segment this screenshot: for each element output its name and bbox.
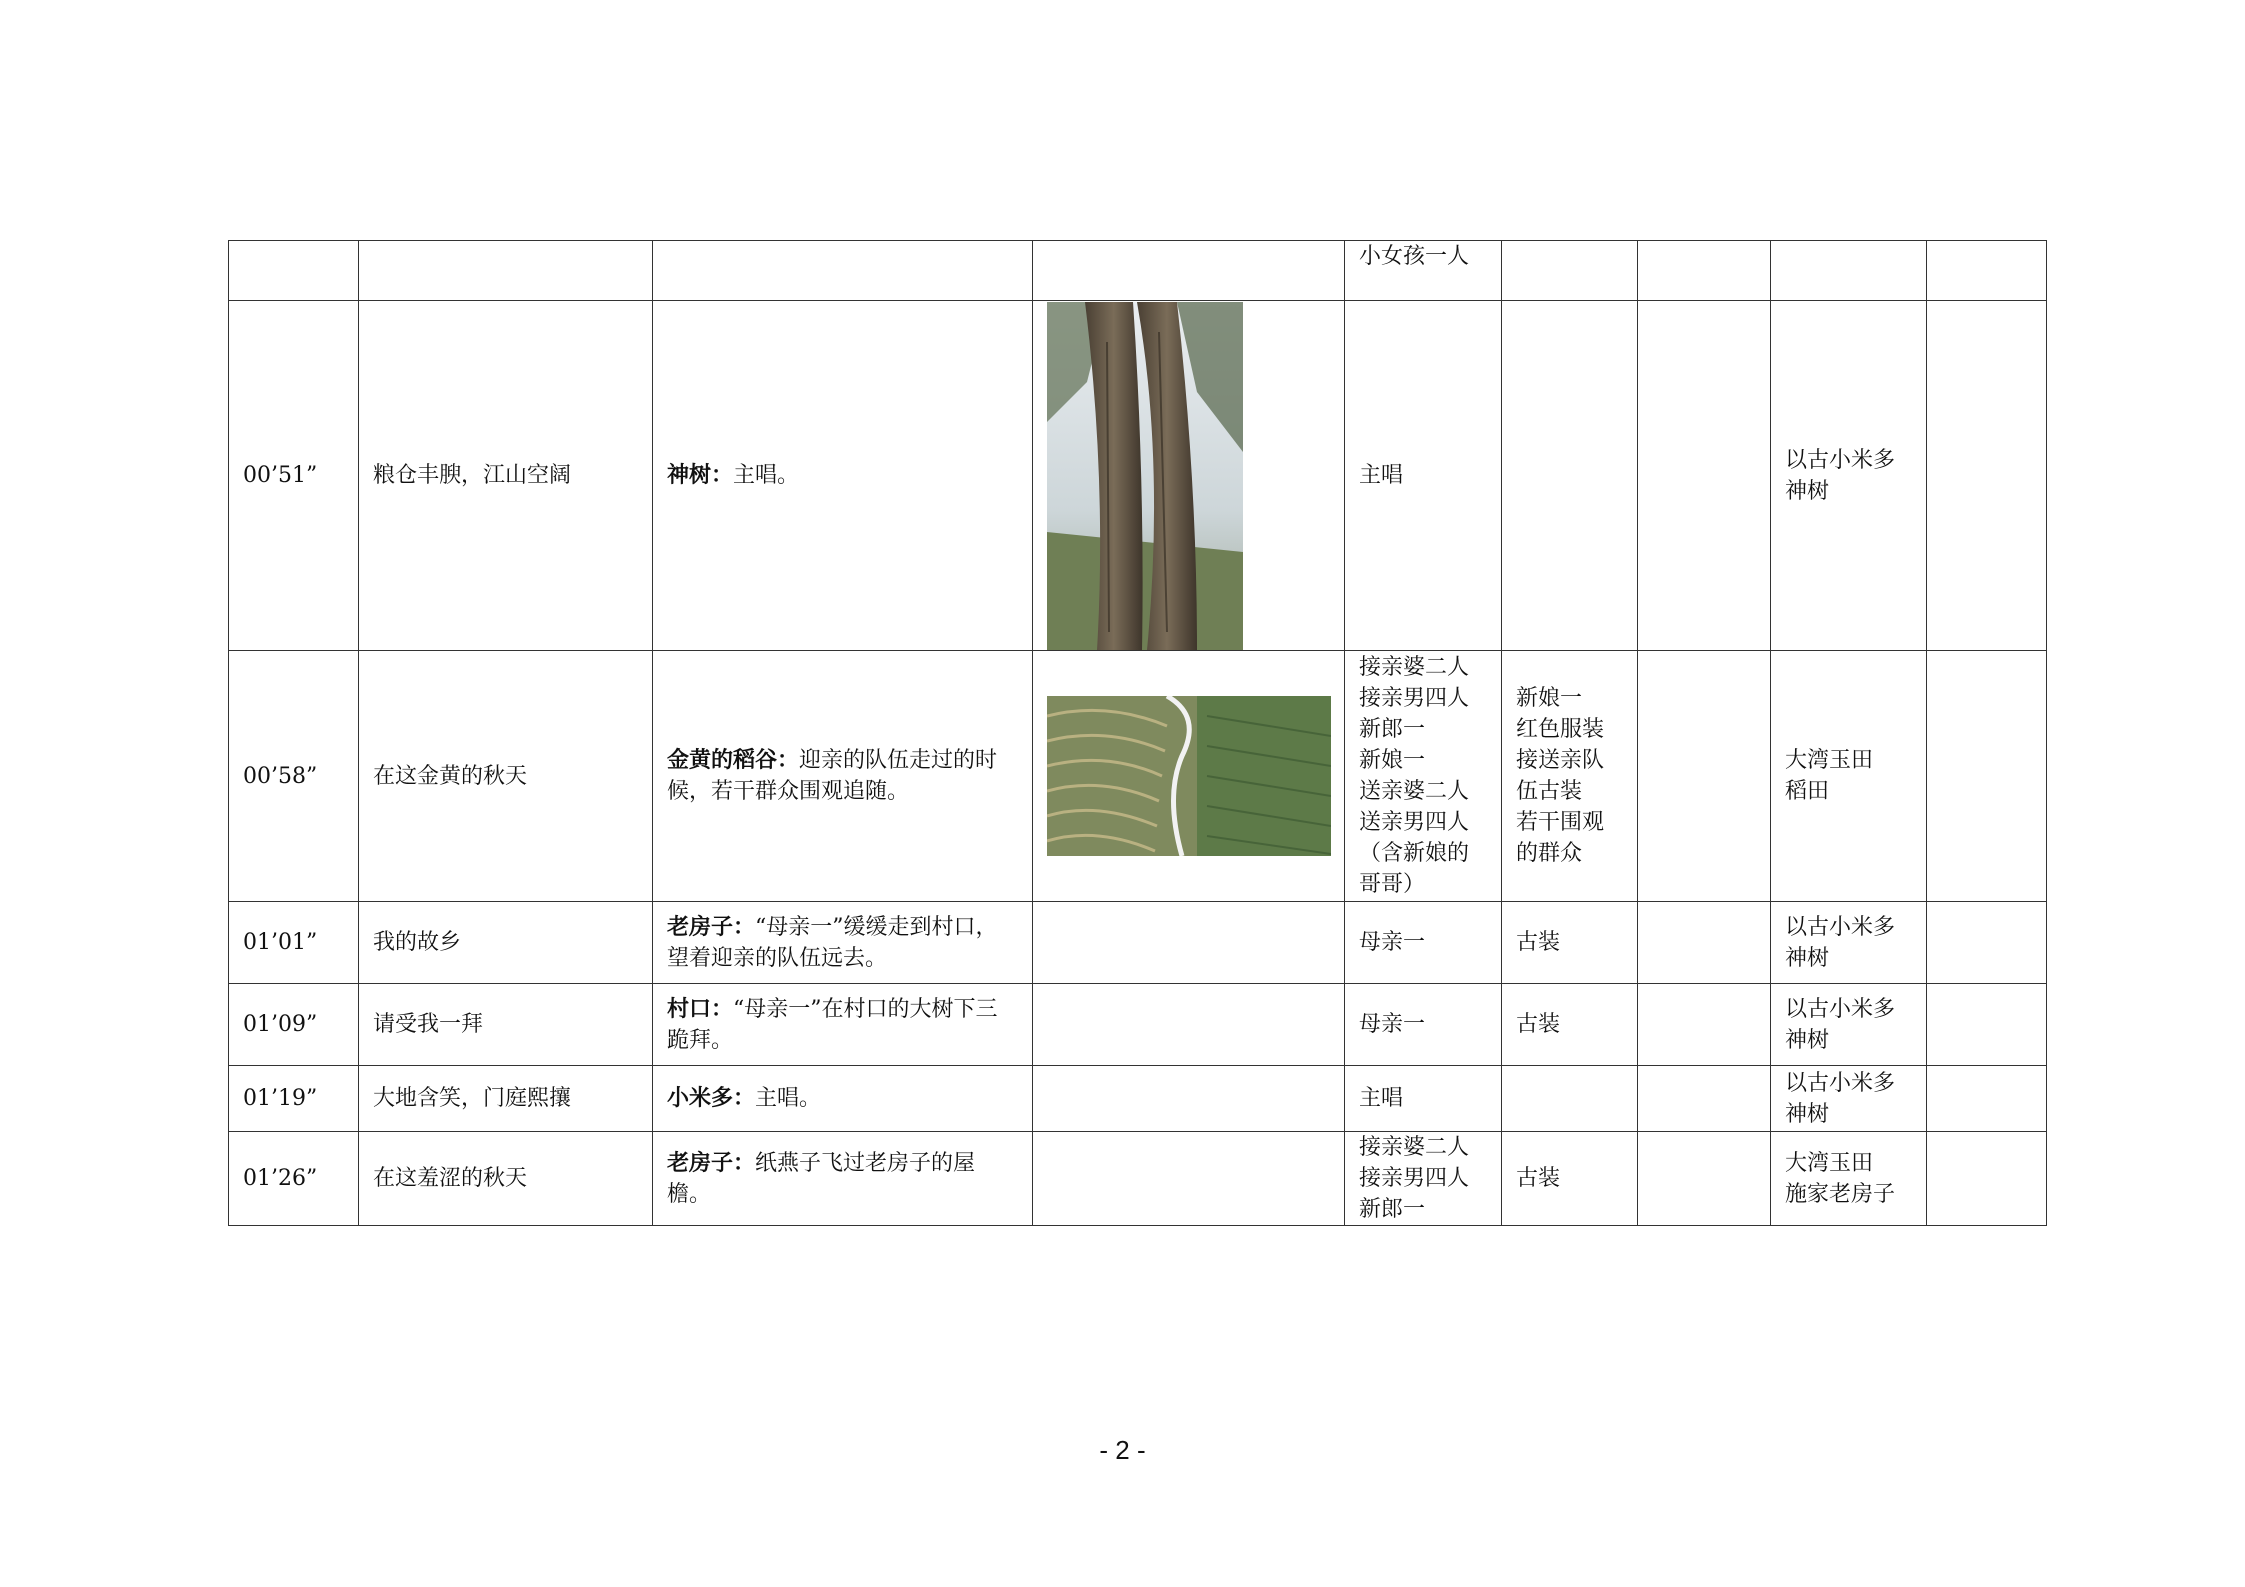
time-cell: 01’01” bbox=[229, 902, 359, 984]
image-cell bbox=[1033, 241, 1345, 301]
image-cell bbox=[1033, 984, 1345, 1066]
time-cell: 01’26” bbox=[229, 1132, 359, 1226]
props-cell bbox=[1638, 651, 1771, 902]
lyric-cell: 在这金黄的秋天 bbox=[359, 651, 653, 902]
cast-cell: 接亲婆二人 接亲男四人 新郎一 bbox=[1345, 1132, 1502, 1226]
notes-cell bbox=[1927, 241, 2047, 301]
props-cell bbox=[1638, 902, 1771, 984]
lyric-cell: 我的故乡 bbox=[359, 902, 653, 984]
scene-text: “母亲一”在村口的大树下三跪拜。 bbox=[667, 996, 998, 1053]
time-cell: 00’58” bbox=[229, 651, 359, 902]
scene-cell bbox=[653, 1066, 1033, 1132]
table-row bbox=[229, 984, 2047, 1066]
table-row bbox=[229, 1132, 2047, 1226]
photo-tree-trunks bbox=[1047, 302, 1243, 650]
props-cell bbox=[1638, 1132, 1771, 1226]
notes-cell bbox=[1927, 1066, 2047, 1132]
table-row bbox=[229, 241, 2047, 301]
costume-cell bbox=[1502, 1066, 1638, 1132]
image-cell bbox=[1033, 1132, 1345, 1226]
props-cell bbox=[1638, 241, 1771, 301]
scene-cell bbox=[653, 902, 1033, 984]
time-cell: 01’19” bbox=[229, 1066, 359, 1132]
notes-cell bbox=[1927, 651, 2047, 902]
costume-cell: 新娘一 红色服装 接送亲队 伍古装 若干围观 的群众 bbox=[1502, 651, 1638, 902]
scene-label: 村口： bbox=[667, 996, 734, 1022]
table-row bbox=[229, 902, 2047, 984]
cast-cell: 小女孩一人 bbox=[1345, 241, 1502, 301]
cast-cell: 母亲一 bbox=[1345, 984, 1502, 1066]
scene-text: “母亲一”缓缓走到村口，望着迎亲的队伍远去。 bbox=[667, 914, 998, 971]
scene-cell bbox=[653, 301, 1033, 651]
image-cell bbox=[1033, 651, 1345, 902]
location-cell: 大湾玉田 稻田 bbox=[1771, 651, 1927, 902]
costume-cell: 古装 bbox=[1502, 1132, 1638, 1226]
location-cell: 以古小米多 神树 bbox=[1771, 301, 1927, 651]
notes-cell bbox=[1927, 1132, 2047, 1226]
scene-cell bbox=[653, 241, 1033, 301]
cast-cell: 主唱 bbox=[1345, 1066, 1502, 1132]
table-row bbox=[229, 301, 2047, 651]
photo-rice-terraces bbox=[1047, 696, 1331, 856]
scene-label: 老房子： bbox=[667, 914, 756, 940]
notes-cell bbox=[1927, 902, 2047, 984]
costume-cell bbox=[1502, 241, 1638, 301]
location-cell: 以古小米多 神树 bbox=[1771, 902, 1927, 984]
location-cell: 以古小米多 神树 bbox=[1771, 984, 1927, 1066]
props-cell bbox=[1638, 1066, 1771, 1132]
notes-cell bbox=[1927, 984, 2047, 1066]
image-cell bbox=[1033, 301, 1345, 651]
scene-text: 纸燕子飞过老房子的屋檐。 bbox=[667, 1150, 976, 1207]
props-cell bbox=[1638, 301, 1771, 651]
image-cell bbox=[1033, 902, 1345, 984]
lyric-cell: 粮仓丰腴，江山空阔 bbox=[359, 301, 653, 651]
scene-label: 小米多： bbox=[667, 1086, 756, 1111]
time-cell: 00’51” bbox=[229, 301, 359, 651]
lyric-cell: 请受我一拜 bbox=[359, 984, 653, 1066]
props-cell bbox=[1638, 984, 1771, 1066]
scene-cell bbox=[653, 651, 1033, 902]
cast-cell: 母亲一 bbox=[1345, 902, 1502, 984]
table-row bbox=[229, 651, 2047, 902]
script-table bbox=[228, 240, 2047, 1226]
table-row bbox=[229, 1066, 2047, 1132]
scene-label: 老房子： bbox=[667, 1150, 756, 1176]
scene-text: 主唱。 bbox=[733, 463, 800, 488]
costume-cell: 古装 bbox=[1502, 984, 1638, 1066]
scene-text: 主唱。 bbox=[755, 1086, 822, 1111]
costume-cell bbox=[1502, 301, 1638, 651]
time-cell bbox=[229, 241, 359, 301]
image-cell bbox=[1033, 1066, 1345, 1132]
time-cell: 01’09” bbox=[229, 984, 359, 1066]
lyric-cell: 大地含笑，门庭熙攘 bbox=[359, 1066, 653, 1132]
scene-cell bbox=[653, 984, 1033, 1066]
scene-text: 迎亲的队伍走过的时候，若干群众围观追随。 bbox=[667, 748, 998, 804]
cast-cell: 接亲婆二人 接亲男四人 新郎一 新娘一 送亲婆二人 送亲男四人 （含新娘的 哥哥） bbox=[1345, 651, 1502, 902]
location-cell bbox=[1771, 241, 1927, 301]
lyric-cell: 在这羞涩的秋天 bbox=[359, 1132, 653, 1226]
cast-cell: 主唱 bbox=[1345, 301, 1502, 651]
location-cell: 以古小米多 神树 bbox=[1771, 1066, 1927, 1132]
scene-cell bbox=[653, 1132, 1033, 1226]
scene-label: 金黄的稻谷： bbox=[667, 748, 800, 773]
notes-cell bbox=[1927, 301, 2047, 651]
lyric-cell bbox=[359, 241, 653, 301]
page-number: - 2 - bbox=[1099, 1435, 1146, 1465]
costume-cell: 古装 bbox=[1502, 902, 1638, 984]
scene-label: 神树： bbox=[667, 463, 734, 488]
location-cell: 大湾玉田 施家老房子 bbox=[1771, 1132, 1927, 1226]
